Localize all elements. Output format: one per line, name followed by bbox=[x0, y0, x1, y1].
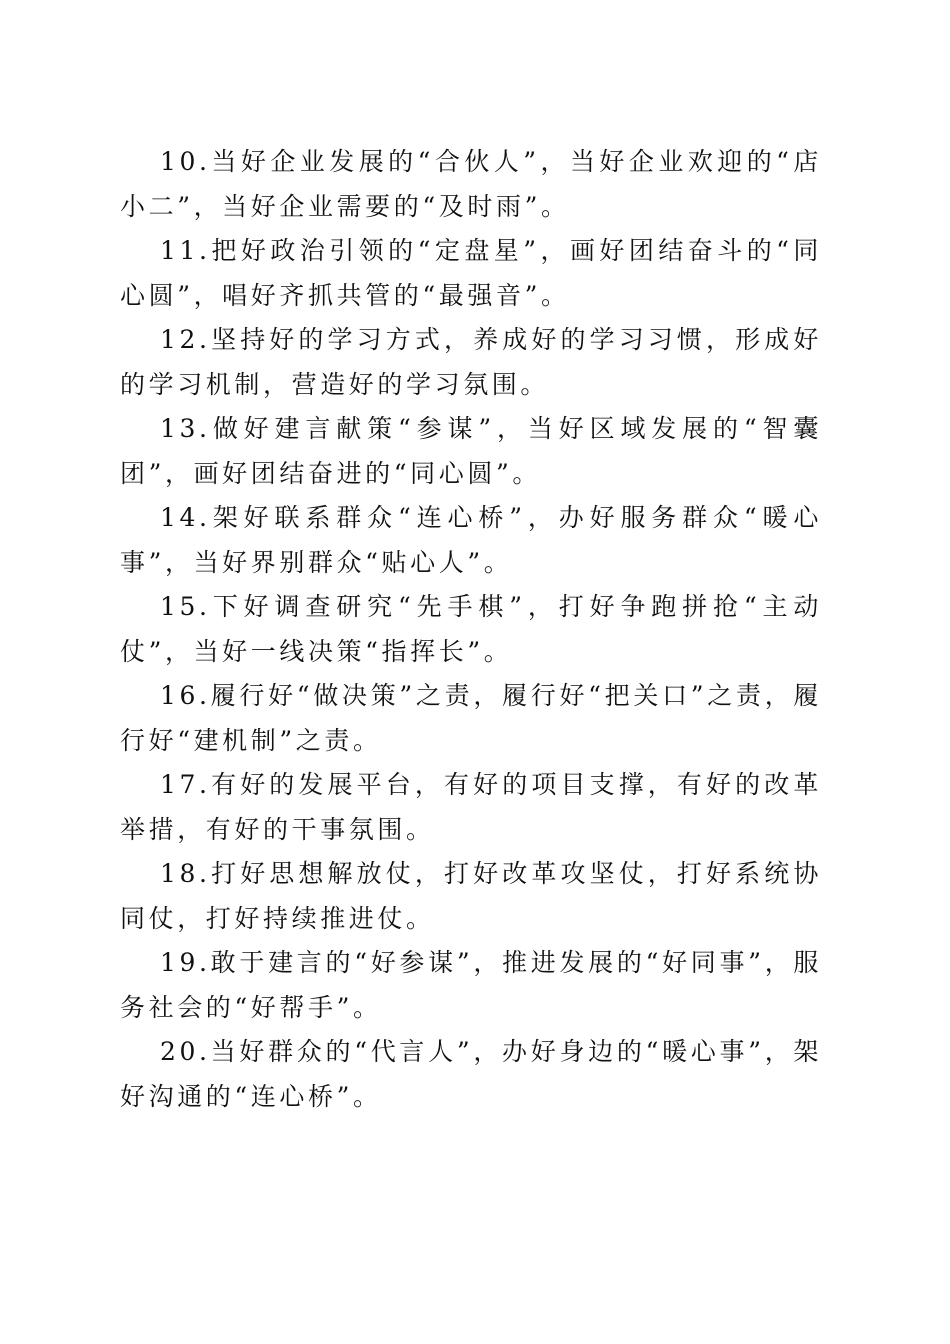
paragraph-14: 14.架好联系群众“连心桥”，办好服务群众“暖心事”，当好界别群众“贴心人”。 bbox=[120, 503, 822, 577]
paragraph-17: 17.有好的发展平台，有好的项目支撑，有好的改革举措，有好的干事氛围。 bbox=[120, 770, 822, 844]
paragraph-16: 16.履行好“做决策”之责，履行好“把关口”之责，履行好“建机制”之责。 bbox=[120, 681, 822, 755]
paragraph-13: 13.做好建言献策“参谋”，当好区域发展的“智囊团”，画好团结奋进的“同心圆”。 bbox=[120, 414, 822, 488]
paragraph-20: 20.当好群众的“代言人”，办好身边的“暖心事”，架好沟通的“连心桥”。 bbox=[120, 1037, 822, 1111]
paragraph-11: 11.把好政治引领的“定盘星”，画好团结奋斗的“同心圆”，唱好齐抓共管的“最强音”。 bbox=[120, 236, 822, 310]
paragraph-18: 18.打好思想解放仗，打好改革攻坚仗，打好系统协同仗，打好持续推进仗。 bbox=[120, 859, 822, 933]
paragraph-10: 10.当好企业发展的“合伙人”，当好企业欢迎的“店小二”，当好企业需要的“及时雨”。 bbox=[120, 147, 822, 221]
paragraph-15: 15.下好调查研究“先手棋”，打好争跑拼抢“主动仗”，当好一线决策“指挥长”。 bbox=[120, 592, 822, 666]
paragraph-19: 19.敢于建言的“好参谋”，推进发展的“好同事”，服务社会的“好帮手”。 bbox=[120, 948, 822, 1022]
document-body bbox=[120, 140, 822, 1119]
paragraph-12: 12.坚持好的学习方式，养成好的学习习惯，形成好的学习机制，营造好的学习氛围。 bbox=[120, 325, 822, 399]
